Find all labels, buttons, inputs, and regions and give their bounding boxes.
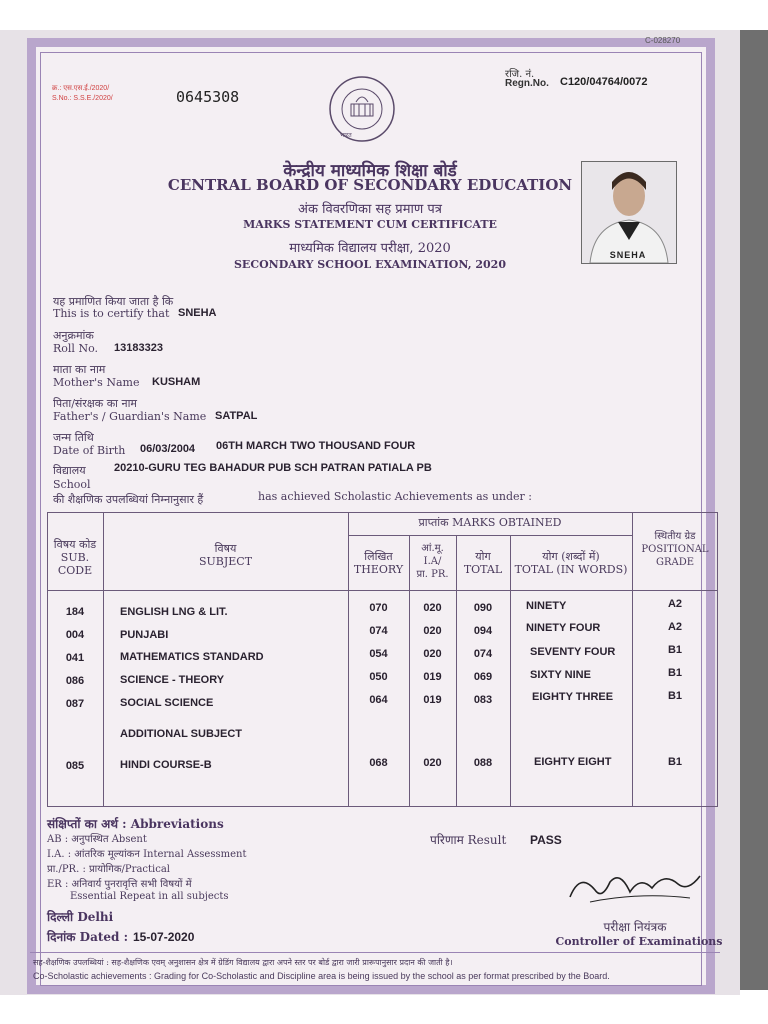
header-theory: लिखित THEORY xyxy=(353,550,404,576)
school-name: 20210-GURU TEG BAHADUR PUB SCH PATRAN PATIALA PB xyxy=(114,462,432,474)
dob-label: Date of Birth xyxy=(53,444,126,457)
table-header-divider xyxy=(47,590,718,591)
roll-number: 13183323 xyxy=(114,342,163,354)
photo-name-caption: SNEHA xyxy=(609,250,647,260)
mother-name: KUSHAM xyxy=(152,376,201,388)
co-scholastic-note-english: Co-Scholastic achievements : Grading for Co-Scholastic and Discipline area is being issued by the school as per format prescribed by the Board. xyxy=(33,971,610,981)
header-total: योग TOTAL xyxy=(463,550,503,576)
abbr-practical: प्रा./PR. : प्रायोगिक/Practical xyxy=(47,864,170,875)
header-total-words: योग (शब्दों में) TOTAL (IN WORDS) xyxy=(514,550,628,576)
additional-subject-label: ADDITIONAL SUBJECT xyxy=(120,728,243,740)
student-name: SNEHA xyxy=(178,307,217,319)
regn-label: Regn.No. xyxy=(505,78,549,89)
header-subject: विषय SUBJECT xyxy=(198,542,253,568)
serial-small-english: S.No.: S.S.E./2020/ xyxy=(52,95,113,102)
certify-hindi: यह प्रमाणित किया जाता है कि xyxy=(53,295,174,308)
footer-divider xyxy=(30,952,720,953)
table-divider xyxy=(348,535,632,536)
place: दिल्ली Delhi xyxy=(47,910,114,924)
abbr-absent: AB : अनुपस्थित Absent xyxy=(47,834,147,845)
doc-title-hindi: अंक विवरणिका सह प्रमाण पत्र xyxy=(298,202,442,217)
dob-value: 06/03/2004 xyxy=(140,443,196,455)
result-label: परिणाम Result xyxy=(430,833,507,847)
header-grade: स्थितीय ग्रेड POSITIONAL GRADE xyxy=(641,531,709,568)
controller-title: Controller of Examinations xyxy=(555,935,723,948)
abbr-essential-repeat-english: Essential Repeat in all subjects xyxy=(70,891,229,902)
co-scholastic-note-hindi: सह-शैक्षणिक उपलब्धियां : सह-शैक्षणिक एवम् अनुशासन क्षेत्र में ग्रेडिंग विद्यालय द्वारा अपने स्तर पर बोर्ड द्वारा जारी प्रारूपानुसार प्रदान की जाती है। xyxy=(33,958,453,967)
result-value: PASS xyxy=(530,833,562,847)
issue-date: 15-07-2020 xyxy=(133,930,195,944)
certify-label: This is to certify that xyxy=(53,307,170,320)
header-code: विषय कोड SUB. CODE xyxy=(53,538,97,577)
board-title-hindi: केन्द्रीय माध्यमिक शिक्षा बोर्ड xyxy=(283,161,457,181)
school-label: School xyxy=(53,478,91,491)
father-label: Father's / Guardian's Name xyxy=(53,410,207,423)
exam-title-english: SECONDARY SCHOOL EXAMINATION, 2020 xyxy=(233,258,506,271)
corner-code: C-028270 xyxy=(645,36,681,45)
achieved-english: has achieved Scholastic Achievements as under : xyxy=(258,490,533,503)
regn-number: C120/04764/0072 xyxy=(560,76,648,88)
abbr-internal-assessment: I.A. : आंतरिक मूल्यांकन Internal Assessment xyxy=(47,849,247,860)
seal-bottom-text: भारत xyxy=(340,132,352,139)
regn-hindi: रजि. नं. xyxy=(505,69,535,80)
father-name: SATPAL xyxy=(215,410,258,422)
serial-small-hindi: क्र.: एस.एस.ई./2020/ xyxy=(52,85,110,92)
mother-label: Mother's Name xyxy=(53,376,140,389)
mother-hindi: माता का नाम xyxy=(53,363,106,376)
abbreviations-title: संक्षिप्तों का अर्थ : Abbreviations xyxy=(47,817,224,831)
exam-title-hindi: माध्यमिक विद्यालय परीक्षा, 2020 xyxy=(289,241,451,256)
roll-label: Roll No. xyxy=(53,342,98,355)
dob-words: 06TH MARCH TWO THOUSAND FOUR xyxy=(216,440,416,452)
cbse-seal-icon xyxy=(318,74,406,144)
dob-hindi: जन्म तिथि xyxy=(53,431,94,444)
controller-title-hindi: परीक्षा नियंत्रक xyxy=(603,920,667,934)
serial-number: 0645308 xyxy=(176,88,240,106)
dated-label: दिनांक Dated : xyxy=(47,930,129,944)
board-title-english: CENTRAL BOARD OF SECONDARY EDUCATION xyxy=(167,176,573,194)
student-photo xyxy=(581,161,677,264)
doc-title-english: MARKS STATEMENT CUM CERTIFICATE xyxy=(243,218,497,231)
header-ia-pr: आं.मू. I.A/ प्रा. PR. xyxy=(416,543,449,580)
achieved-hindi: की शैक्षणिक उपलब्धियां निम्नानुसार हैं xyxy=(53,493,204,506)
header-marks-obtained: प्राप्तांक MARKS OBTAINED xyxy=(418,516,562,529)
father-hindi: पिता/संरक्षक का नाम xyxy=(53,397,138,410)
school-hindi: विद्यालय xyxy=(53,464,86,477)
abbr-essential-repeat: ER : अनिवार्य पुनरावृत्ति सभी विषयों में xyxy=(47,879,192,890)
roll-hindi: अनुक्रमांक xyxy=(53,329,94,342)
controller-signature xyxy=(560,862,710,912)
